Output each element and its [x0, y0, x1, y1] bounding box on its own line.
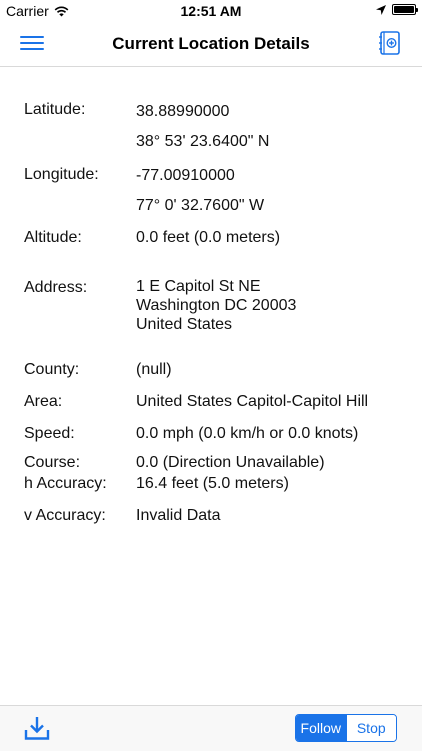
battery-icon: [392, 4, 416, 15]
stop-segment[interactable]: Stop: [346, 715, 397, 741]
hamburger-icon: [20, 36, 44, 50]
address-line-3: United States: [136, 316, 233, 333]
latitude-decimal-value: 38.88990000: [136, 103, 230, 120]
longitude-dms-value: 77° 0' 32.7600" W: [136, 197, 265, 214]
course-label: Course:: [24, 454, 81, 471]
county-label: County:: [24, 361, 80, 378]
h-accuracy-label: h Accuracy:: [24, 475, 107, 492]
v-accuracy-value: Invalid Data: [136, 507, 221, 524]
bottom-toolbar: [0, 705, 422, 751]
navigation-bar: [0, 22, 422, 67]
speed-value: 0.0 mph (0.0 km/h or 0.0 knots): [136, 425, 359, 442]
add-book-icon: [378, 30, 402, 56]
address-line-2: Washington DC 20003: [136, 297, 297, 314]
carrier-label: Carrier: [6, 3, 49, 19]
h-accuracy-value: 16.4 feet (5.0 meters): [136, 475, 289, 492]
latitude-dms-value: 38° 53' 23.6400" N: [136, 133, 270, 150]
area-value: United States Capitol-Capitol Hill: [136, 393, 369, 410]
menu-button[interactable]: [20, 32, 44, 54]
county-value: (null): [136, 361, 172, 378]
follow-segment[interactable]: Follow: [296, 715, 346, 741]
longitude-label: Longitude:: [24, 166, 99, 183]
altitude-value: 0.0 feet (0.0 meters): [136, 229, 281, 246]
area-label: Area:: [24, 393, 63, 410]
page-title: Current Location Details: [112, 34, 310, 53]
status-bar: [0, 0, 422, 22]
status-right: [376, 4, 416, 15]
longitude-decimal-value: -77.00910000: [136, 167, 235, 184]
download-icon: [24, 715, 50, 741]
status-time: 12:51 AM: [180, 3, 242, 19]
location-arrow-icon: [376, 5, 386, 15]
v-accuracy-label: v Accuracy:: [24, 507, 106, 524]
course-value: 0.0 (Direction Unavailable): [136, 454, 325, 471]
address-label: Address:: [24, 279, 88, 296]
address-line-1: 1 E Capitol St NE: [136, 278, 261, 295]
download-button[interactable]: [24, 715, 50, 741]
speed-label: Speed:: [24, 425, 75, 442]
latitude-label: Latitude:: [24, 101, 86, 118]
add-location-button[interactable]: [378, 30, 402, 56]
follow-stop-segmented-control: [295, 714, 397, 742]
altitude-label: Altitude:: [24, 229, 82, 246]
